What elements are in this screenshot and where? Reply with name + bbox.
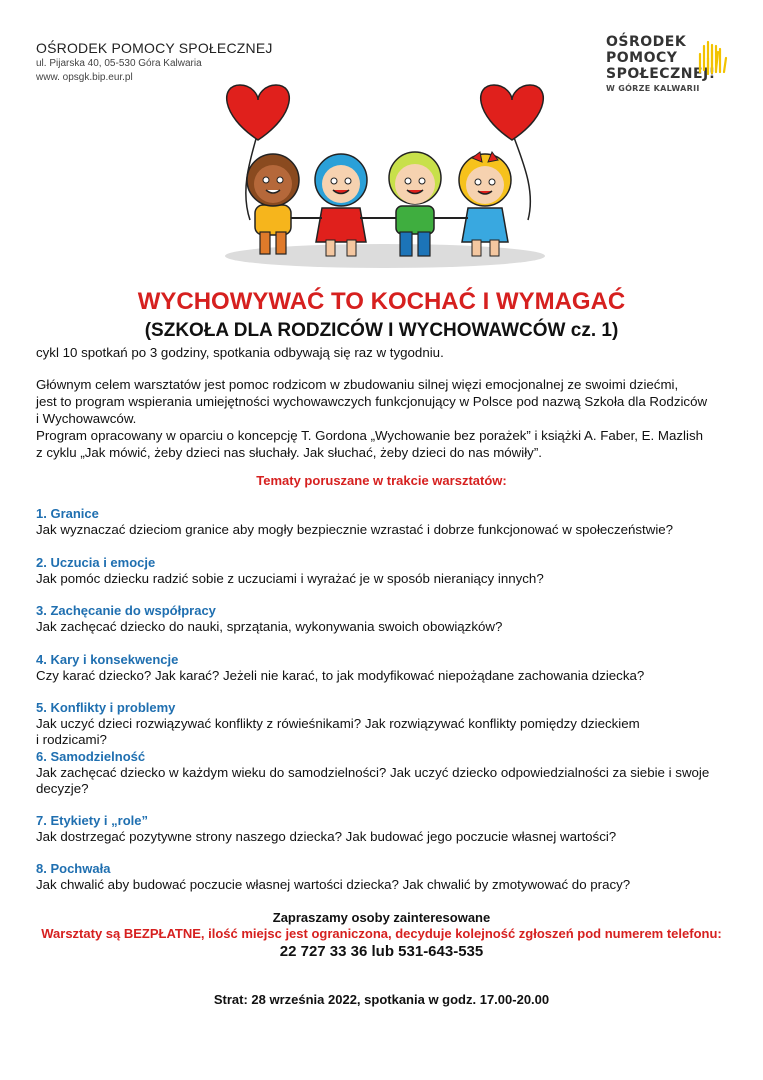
description-line: i Wychowawców.: [36, 411, 137, 426]
page-subtitle: (SZKOŁA DLA RODZICÓW I WYCHOWAWCÓW cz. 1): [144, 320, 619, 341]
topic-text: Jak zachęcać dziecko do nauki, sprzątania, wykonywania swoich obowiązków?: [36, 619, 503, 634]
description: [36, 376, 736, 461]
child-3: [389, 152, 441, 256]
free-note: Warsztaty są BEZPŁATNE, ilość miejsc jest ograniczona, decyduje kolejność zgłoszeń pod numerem telefonu:: [41, 926, 722, 941]
logo-line-2: POMOCY: [606, 50, 678, 66]
topic-text: Jak uczyć dzieci rozwiązywać konflikty z rówieśnikami? Jak rozwiązywać konflikty pomiędzy dzieckiem: [36, 716, 640, 731]
left-heart-icon: [227, 85, 290, 140]
org-address: ul. Pijarska 40, 05-530 Góra Kalwaria: [36, 58, 202, 69]
child-2: [315, 154, 367, 256]
topic-text: Jak wyznaczać dzieciom granice aby mogły bezpiecznie wzrastać i dobrze funkcjonować w społeczeństwie?: [36, 522, 674, 537]
description-line: jest to program wspierania umiejętności wychowawczych funkcjonujący w Polsce pod nazwą Szkoła dla Rodziców: [36, 394, 708, 409]
topics-heading: Tematy poruszane w trakcie warsztatów:: [256, 473, 507, 488]
right-string: [512, 132, 530, 220]
org-name: OŚRODEK POMOCY SPOŁECZNEJ: [36, 40, 273, 56]
topic-text: decyzje?: [36, 781, 89, 796]
topic-title: 5. Konflikty i problemy: [36, 700, 176, 715]
child-1: [247, 154, 299, 254]
description-line: Głównym celem warsztatów jest pomoc rodzicom w zbudowaniu silnej więzi emocjonalnej ze swoimi dziećmi,: [36, 377, 679, 392]
topic-title: 7. Etykiety i „role”: [36, 813, 148, 828]
topic-text: Jak chwalić aby budować poczucie własnej wartości dziecka? Jak chwalić by zmotywować do pracy?: [36, 877, 631, 892]
intro-text: cykl 10 spotkań po 3 godziny, spotkania odbywają się raz w tygodniu.: [36, 345, 444, 360]
hands-icon: [694, 36, 728, 76]
logo-line-1: OŚRODEK: [606, 34, 687, 50]
page-title: WYCHOWYWAĆ TO KOCHAĆ I WYMAGAĆ: [137, 288, 626, 315]
logo-line-3: SPOŁECZNEJ!: [606, 66, 716, 82]
topic-title: 8. Pochwała: [36, 861, 111, 876]
children-hearts-illustration: [210, 80, 560, 272]
description-line: z cyklu „Jak mówić, żeby dzieci nas słuchały. Jak słuchać, żeby dzieci do nas mówiły”.: [36, 445, 542, 460]
topic-text: Czy karać dziecko? Jak karać? Jeżeli nie karać, to jak modyfikować niepożądane zachowania dziecka?: [36, 668, 645, 683]
start-date: Strat: 28 września 2022, spotkania w godz. 17.00-20.00: [213, 992, 550, 1007]
topic-title: 6. Samodzielność: [36, 749, 146, 764]
topic-text: Jak zachęcać dziecko w każdym wieku do samodzielności? Jak uczyć dziecko odpowiedzialności za siebie i swoje: [36, 765, 710, 780]
topic-text: Jak pomóc dziecku radzić sobie z uczuciami i wyrażać je w sposób nieraniący innych?: [36, 571, 544, 586]
topic-title: 4. Kary i konsekwencje: [36, 652, 179, 667]
org-logo: [606, 34, 734, 114]
topic-title: 1. Granice: [36, 506, 99, 521]
child-4: [459, 152, 511, 256]
topic-title: 2. Uczucia i emocje: [36, 555, 156, 570]
right-heart-icon: [481, 85, 544, 140]
phone-number: 22 727 33 36 lub 531-643-535: [279, 943, 484, 960]
description-line: Program opracowany w oparciu o koncepcję T. Gordona „Wychowanie bez porażek” i książki A. Faber, E. Mazlish: [36, 428, 703, 443]
topic-text: Jak dostrzegać pozytywne strony naszego dziecka? Jak budować jego poczucie własnej wartości?: [36, 829, 617, 844]
invite-text: Zapraszamy osoby zainteresowane: [272, 910, 491, 925]
topic-text: i rodzicami?: [36, 732, 107, 747]
topic-title: 3. Zachęcanie do współpracy: [36, 603, 216, 618]
logo-line-4: W GÓRZE KALWARII: [606, 84, 700, 93]
org-website: www. opsgk.bip.eur.pl: [36, 72, 133, 83]
